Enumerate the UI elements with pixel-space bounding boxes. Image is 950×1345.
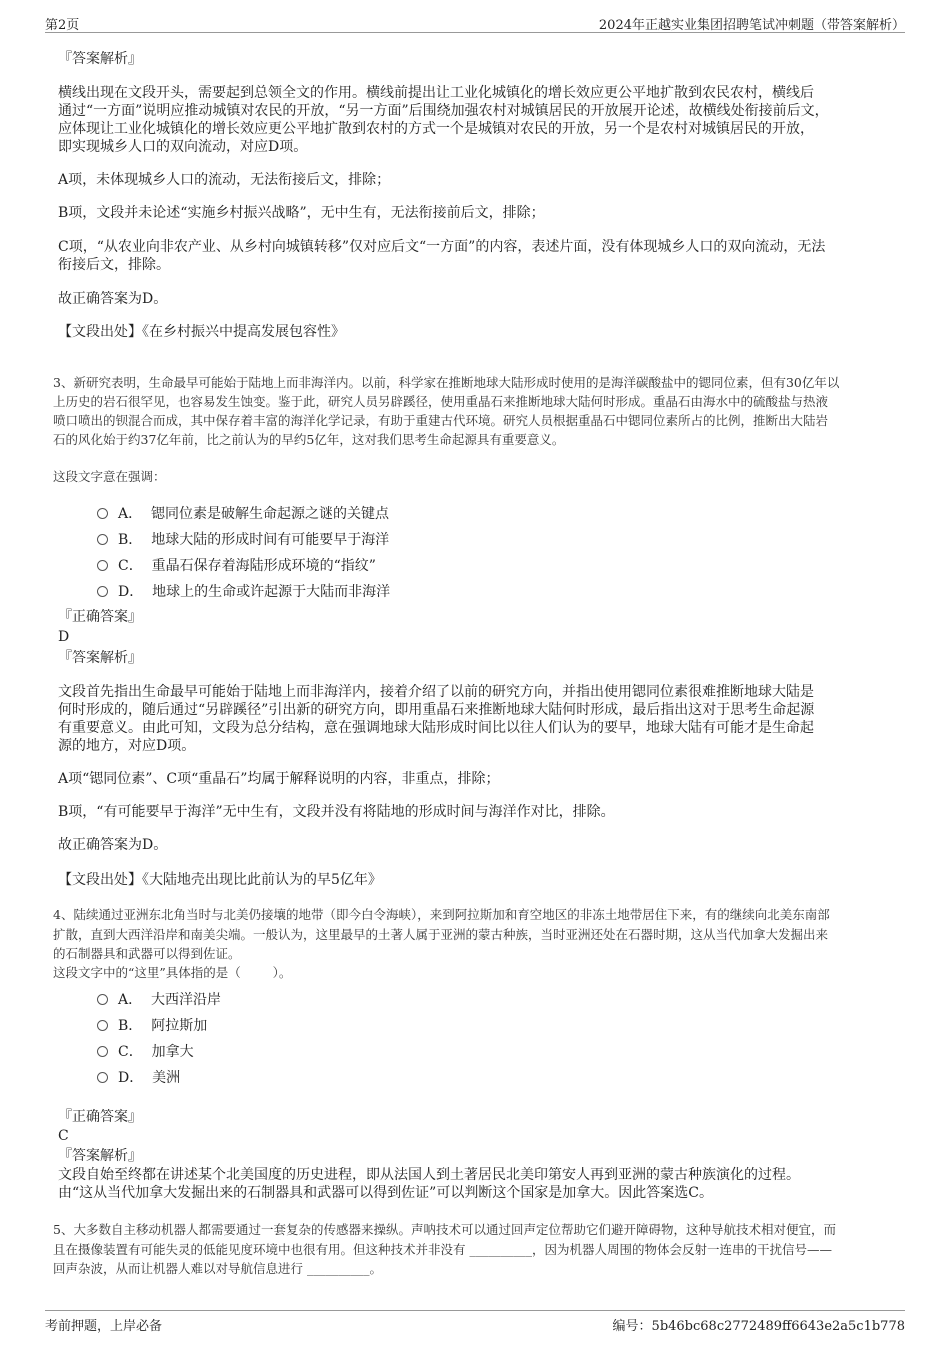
- q3-source: 【文段出处】《大陆地壳出现比此前认为的早5亿年》: [58, 872, 382, 888]
- page-header: [45, 12, 905, 33]
- q3-answer: D: [58, 629, 70, 645]
- q2-source: 【文段出处】《在乡村振兴中提高发展包容性》: [58, 324, 345, 340]
- q4-stem-line: 的石制器具和武器可以得到佐证。: [53, 946, 241, 961]
- q4-analysis-label: 『答案解析』: [58, 1148, 142, 1164]
- q3-stem-line: 喷口喷出的钡混合而成，其中保存着丰富的海洋化学记录，有助于重建古代环境。研究人员根据重晶石中锶同位素所占的比例，推断出大陆岩: [53, 413, 829, 428]
- q3-option-c[interactable]: C． 重晶石保存着海陆形成环境的“指纹”: [97, 555, 376, 575]
- q3-option-b[interactable]: B． 地球大陆的形成时间有可能要早于海洋: [97, 529, 389, 549]
- footer-slogan: 考前押题，上岸必备: [45, 1319, 163, 1334]
- q2-option-c-note: 衔接后文，排除。: [58, 257, 170, 273]
- q2-analysis-line: 通过“一方面”说明应推动城镇对农民的开放，“另一方面”后围绕加强农村对城镇居民的开放展开论述，故横线处衔接前后文，: [58, 103, 829, 119]
- q2-analysis-line: 横线出现在文段开头，需要起到总领全文的作用。横线前提出让工业化城镇化的增长效应更公平地扩散到农民农村，横线后: [58, 85, 814, 101]
- q2-analysis-label: 『答案解析』: [58, 51, 142, 67]
- document-id: 编号：5b46bc68c2772489ff6643e2a5c1b778: [612, 1319, 905, 1334]
- q3-option-b-note: B项，“有可能要早于海洋”无中生有，文段并没有将陆地的形成时间与海洋作对比，排除。: [58, 804, 615, 820]
- radio-icon[interactable]: [97, 1046, 108, 1057]
- q3-analysis-line: 源的地方，对应D项。: [58, 738, 196, 754]
- q2-option-c-note: C项，“从农业向非农产业、从乡村向城镇转移”仅对应后文“一方面”的内容，表述片面，没有体现城乡人口的双向流动，无法: [58, 239, 826, 255]
- radio-icon[interactable]: [97, 1020, 108, 1031]
- q3-option-ac-note: A项“锶同位素”、C项“重晶石”均属于解释说明的内容，非重点，排除；: [58, 771, 500, 787]
- q3-analysis-label: 『答案解析』: [58, 650, 142, 666]
- q5-stem-line: 5、大多数自主移动机器人都需要通过一套复杂的传感器来操纵。声呐技术可以通过回声定位帮助它们避开障碍物，这种导航技术相对便宜，而: [53, 1222, 836, 1237]
- q4-analysis-line: 文段自始至终都在讲述某个北美国度的历史进程，即从法国人到土著居民北美印第安人再到亚洲的蒙古种族演化的过程。: [58, 1167, 800, 1183]
- document-title: 2024年正越实业集团招聘笔试冲刺题（带答案解析）: [598, 18, 905, 33]
- q2-option-a-note: A项，未体现城乡人口的流动，无法衔接后文，排除；: [58, 172, 391, 188]
- radio-icon[interactable]: [97, 534, 108, 545]
- q4-option-b[interactable]: B． 阿拉斯加: [97, 1015, 207, 1035]
- q4-option-c[interactable]: C． 加拿大: [97, 1041, 194, 1061]
- q3-answer-label: 『正确答案』: [58, 609, 142, 625]
- q4-answer: C: [58, 1128, 69, 1144]
- radio-icon[interactable]: [97, 994, 108, 1005]
- q3-stem-line: 上历史的岩石很罕见，也容易发生蚀变。鉴于此，研究人员另辟蹊径，使用重晶石来推断地球大陆何时形成。重晶石由海水中的硫酸盐与热液: [53, 394, 829, 409]
- q3-analysis-line: 有重要意义。由此可知，文段为总分结构，意在强调地球大陆形成时间比以往人们认为的要早，地球大陆有可能才是生命起: [58, 720, 814, 736]
- q3-option-d[interactable]: D． 地球上的生命或许起源于大陆而非海洋: [97, 581, 390, 601]
- q4-question: 这段文字中的“这里”具体指的是（ ）。: [53, 965, 292, 980]
- q5-stem-line: 且在摄像装置有可能失灵的低能见度环境中也很有用。但这种技术并非没有 __________，因为机器人周围的物体会反射一连串的干扰信号——: [53, 1242, 832, 1257]
- q2-option-b-note: B项，文段并未论述“实施乡村振兴战略”，无中生有，无法衔接前后文，排除；: [58, 205, 545, 221]
- q4-option-d[interactable]: D． 美洲: [97, 1067, 180, 1087]
- q4-option-a[interactable]: A． 大西洋沿岸: [97, 989, 221, 1009]
- q3-stem-line: 石的风化始于约37亿年前，比之前认为的早约5亿年，这对我们思考生命起源具有重要意义。: [53, 432, 565, 447]
- q2-analysis-line: 应体现让工业化城镇化的增长效应更公平地扩散到农村的方式一个是城镇对农民的开放，另一个是农村对城镇居民的开放，: [58, 121, 814, 137]
- q3-stem-line: 3、新研究表明，生命最早可能始于陆地上而非海洋内。以前，科学家在推断地球大陆形成时使用的是海洋碳酸盐中的锶同位素，但有30亿年以: [53, 375, 840, 390]
- q2-conclusion: 故正确答案为D。: [58, 291, 168, 307]
- q3-analysis-line: 文段首先指出生命最早可能始于陆地上而非海洋内，接着介绍了以前的研究方向，并指出使用锶同位素很难推断地球大陆是: [58, 684, 814, 700]
- q3-question: 这段文字意在强调：: [53, 469, 166, 484]
- q4-answer-label: 『正确答案』: [58, 1109, 142, 1125]
- radio-icon[interactable]: [97, 586, 108, 597]
- radio-icon[interactable]: [97, 560, 108, 571]
- q5-stem-line: 回声杂波，从而让机器人难以对导航信息进行 __________。: [53, 1261, 382, 1276]
- q4-analysis-line: 由“这从当代加拿大发掘出来的石制器具和武器可以得到佐证”可以判断这个国家是加拿大。因此答案选C。: [58, 1185, 714, 1201]
- radio-icon[interactable]: [97, 1072, 108, 1083]
- page-number: 第2页: [45, 18, 80, 33]
- radio-icon[interactable]: [97, 508, 108, 519]
- q3-option-a[interactable]: A． 锶同位素是破解生命起源之谜的关键点: [97, 503, 389, 523]
- q4-stem-line: 扩散，直到大西洋沿岸和南美尖端。一般认为，这里最早的土著人属于亚洲的蒙古种族，当时亚洲还处在石器时期，这从当代加拿大发掘出来: [53, 927, 829, 942]
- q4-stem-line: 4、陆续通过亚洲东北角当时与北美仍接壤的地带（即今白令海峡），来到阿拉斯加和育空地区的非冻土地带居住下来，有的继续向北美东南部: [53, 907, 830, 922]
- page-footer: [45, 1310, 905, 1334]
- q3-conclusion: 故正确答案为D。: [58, 837, 168, 853]
- q3-analysis-line: 何时形成的，随后通过“另辟蹊径”引出新的研究方向，即用重晶石来推断地球大陆何时形成，最后指出这对于思考生命起源: [58, 702, 815, 718]
- q2-analysis-line: 即实现城乡人口的双向流动，对应D项。: [58, 139, 308, 155]
